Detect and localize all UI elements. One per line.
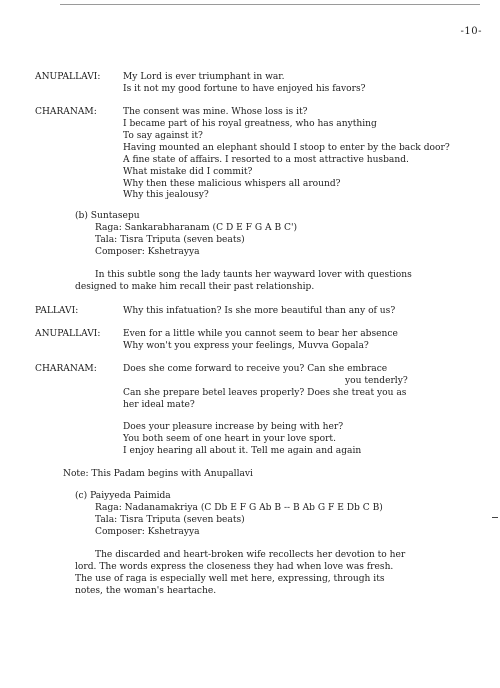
verse-line: I became part of his royal greatness, who has anything xyxy=(123,119,377,129)
song-title: (b) Suntasepu xyxy=(75,211,140,221)
verse-line: Having mounted an elephant should I stoop to enter by the back door? xyxy=(123,143,450,153)
verse-line: Why this infatuation? Is she more beautiful than any of us? xyxy=(123,306,396,316)
intro-line: The discarded and heart-broken wife recollects her devotion to her xyxy=(95,550,406,560)
verse-line: you tenderly? xyxy=(345,376,408,386)
verse-line: You both seem of one heart in your love sport. xyxy=(123,434,336,444)
verse-line: Why won't you express your feelings, Muvva Gopala? xyxy=(123,341,369,351)
raga-line: Raga: Sankarabharanam (C D E F G A B C') xyxy=(95,223,298,233)
verse-line: Does she come forward to receive you? Can she embrace xyxy=(123,364,388,374)
intro-line: designed to make him recall their past relationship. xyxy=(75,282,315,292)
page-number: -10- xyxy=(460,26,482,37)
verse-line: A fine state of affairs. I resorted to a most attractive husband. xyxy=(123,155,409,165)
verse-line: Why then these malicious whispers all around? xyxy=(123,179,341,189)
verse-line: Even for a little while you cannot seem to bear her absence xyxy=(123,329,398,339)
intro-line: notes, the woman's heartache. xyxy=(75,586,217,596)
verse-line: Does your pleasure increase by being with her? xyxy=(123,422,344,432)
anupallavi-label: ANUPALLAVI: xyxy=(35,72,101,82)
margin-mark xyxy=(492,517,498,518)
verse-line: Why this jealousy? xyxy=(123,190,209,200)
intro-line: In this subtle song the lady taunts her wayward lover with questions xyxy=(95,270,412,280)
note-text: Note: This Padam begins with Anupallavi xyxy=(63,469,253,479)
song-title: (c) Paiyyeda Paimida xyxy=(75,491,171,501)
charanam-label: CHARANAM: xyxy=(35,107,97,117)
raga-line: Raga: Nadanamakriya (C Db E F G Ab B -- B Ab G F E Db C B) xyxy=(95,503,383,513)
top-rule xyxy=(60,4,480,5)
verse-line: What mistake did I commit? xyxy=(123,167,253,177)
verse-line: Is it not my good fortune to have enjoyed his favors? xyxy=(123,84,366,94)
intro-line: lord. The words express the closeness they had when love was fresh. xyxy=(75,562,394,572)
composer-line: Composer: Kshetrayya xyxy=(95,247,200,257)
verse-line: her ideal mate? xyxy=(123,400,195,410)
verse-line: To say against it? xyxy=(123,131,203,141)
verse-line: The consent was mine. Whose loss is it? xyxy=(123,107,308,117)
composer-line: Composer: Kshetrayya xyxy=(95,527,200,537)
verse-line: Can she prepare betel leaves properly? Does she treat you as xyxy=(123,388,407,398)
anupallavi-label: ANUPALLAVI: xyxy=(35,329,101,339)
verse-line: My Lord is ever triumphant in war. xyxy=(123,72,285,82)
tala-line: Tala: Tisra Triputa (seven beats) xyxy=(95,235,245,245)
pallavi-label: PALLAVI: xyxy=(35,306,79,316)
charanam-label: CHARANAM: xyxy=(35,364,97,374)
verse-line: I enjoy hearing all about it. Tell me again and again xyxy=(123,446,362,456)
intro-line: The use of raga is especially well met here, expressing, through its xyxy=(75,574,385,584)
tala-line: Tala: Tisra Triputa (seven beats) xyxy=(95,515,245,525)
